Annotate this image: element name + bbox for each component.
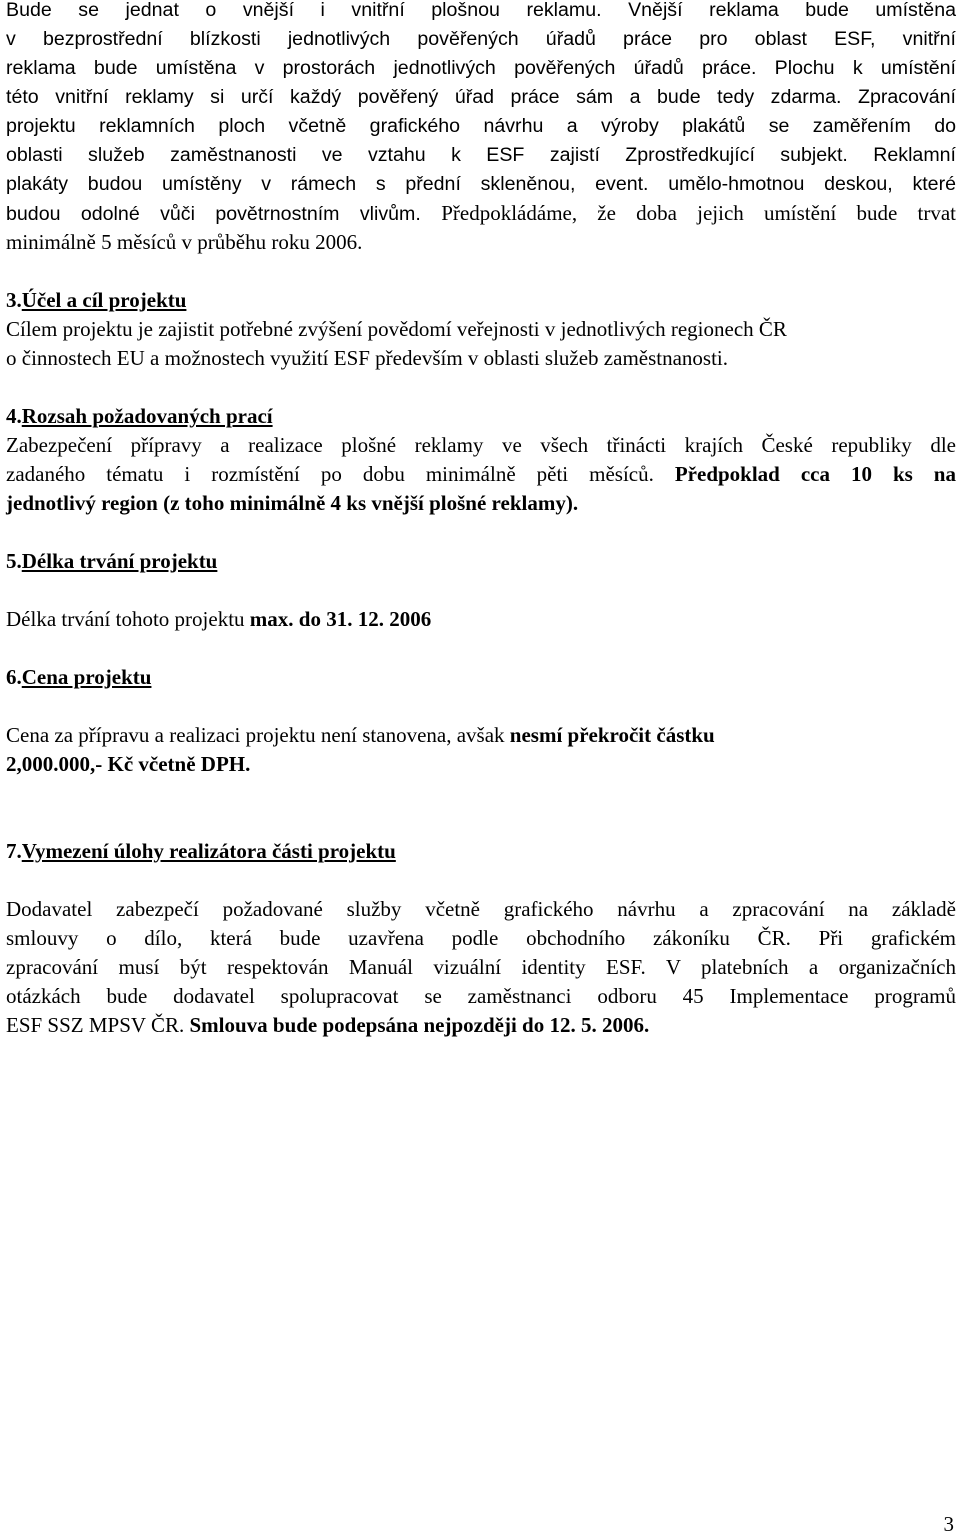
section-6-number: 6. xyxy=(6,665,22,689)
section-4-line-2-text: zadaného tématu i rozmístění po dobu minimálně pěti měsíců. xyxy=(6,462,675,486)
intro-line-3: reklama bude umístěna v prostorách jednotlivých pověřených úřadů práce. Plochu k umístění xyxy=(6,57,956,79)
section-7-line-3: zpracování musí být respektován Manuál vizuální identity ESF. V platebních a organizačních xyxy=(6,955,956,979)
section-3-line-2: o činnostech EU a možnostech využití ESF především v oblasti služeb zaměstnanosti. xyxy=(6,346,729,370)
section-7-line-1: Dodavatel zabezpečí požadované služby včetně grafického návrhu a zpracování na základě xyxy=(6,897,956,921)
intro-line-8-sans: budou odolné vůči povětrnostním vlivům. xyxy=(6,203,442,225)
section-7-line-5-bold: Smlouva bude podepsána nejpozději do 12. 5. 2006. xyxy=(189,1013,650,1037)
section-5-line-1 xyxy=(6,605,956,634)
section-4-line-1: Zabezpečení přípravy a realizace plošné reklamy ve všech třinácti krajích České republiky dle xyxy=(6,433,956,457)
intro-line-7: plakáty budou umístěny v rámech s přední skleněnou, event. umělo-hmotnou deskou, které xyxy=(6,173,956,195)
page-number: 3 xyxy=(943,1512,954,1536)
intro-line-4: této vnitřní reklamy si určí každý pověřený úřad práce sám a bude tedy zdarma. Zpracování xyxy=(6,86,956,108)
intro-line-8 xyxy=(6,199,956,229)
intro-line-2: v bezprostřední blízkosti jednotlivých pověřených úřadů práce pro oblast ESF, vnitřní xyxy=(6,28,956,50)
section-7-line-5-text: ESF SSZ MPSV ČR. xyxy=(6,1013,190,1037)
section-4-heading xyxy=(6,402,956,431)
section-4-title: Rozsah požadovaných prací xyxy=(21,404,273,428)
section-7-title: Vymezení úlohy realizátora části projektu xyxy=(21,839,396,863)
section-3-title: Účel a cíl projektu xyxy=(21,288,187,312)
section-4-line-2-bold: Předpoklad cca 10 ks na xyxy=(674,462,956,486)
section-6-line-2: 2,000.000,- Kč včetně DPH. xyxy=(6,752,251,776)
section-5-number: 5. xyxy=(6,549,22,573)
intro-line-5: projektu reklamních ploch včetně grafického návrhu a výroby plakátů se zaměřením do xyxy=(6,115,956,137)
section-7-heading xyxy=(6,837,956,866)
section-7-line-2: smlouvy o dílo, která bude uzavřena podle obchodního zákoníku ČR. Při grafickém xyxy=(6,926,956,950)
section-6-line-1 xyxy=(6,721,956,750)
section-6-line-1-text: Cena za přípravu a realizaci projektu není stanovena, avšak xyxy=(6,723,510,747)
section-3-line-1: Cílem projektu je zajistit potřebné zvýšení povědomí veřejnosti v jednotlivých regionech ČR xyxy=(6,317,787,341)
section-6-title: Cena projektu xyxy=(21,665,152,689)
section-7-line-5 xyxy=(6,1011,956,1040)
intro-line-1: Bude se jednat o vnější i vnitřní plošnou reklamu. Vnější reklama bude umístěna xyxy=(6,0,956,21)
section-4-line-3: jednotlivý region (z toho minimálně 4 ks vnější plošné reklamy). xyxy=(6,491,579,515)
section-5-heading xyxy=(6,547,956,576)
section-4-number: 4. xyxy=(6,404,22,428)
section-6-heading xyxy=(6,663,956,692)
section-7-line-4: otázkách bude dodavatel spolupracovat se zaměstnanci odboru 45 Implementace programů xyxy=(6,984,956,1008)
section-3-number: 3. xyxy=(6,288,22,312)
section-5-title: Délka trvání projektu xyxy=(21,549,218,573)
section-7-number: 7. xyxy=(6,839,22,863)
section-4-line-2 xyxy=(6,460,956,489)
intro-line-9: minimálně 5 měsíců v průběhu roku 2006. xyxy=(6,230,363,254)
section-5-line-1-bold: max. do 31. 12. 2006 xyxy=(249,607,432,631)
intro-line-8-serif: Předpokládáme, že doba jejich umístění bude trvat xyxy=(441,201,956,225)
section-6-line-1-bold: nesmí překročit částku xyxy=(509,723,715,747)
section-3-heading xyxy=(6,286,956,315)
section-5-line-1-text: Délka trvání tohoto projektu xyxy=(6,607,250,631)
intro-line-6: oblasti služeb zaměstnanosti ve vztahu k ESF zajistí Zprostředkující subjekt. Reklamní xyxy=(6,144,956,166)
